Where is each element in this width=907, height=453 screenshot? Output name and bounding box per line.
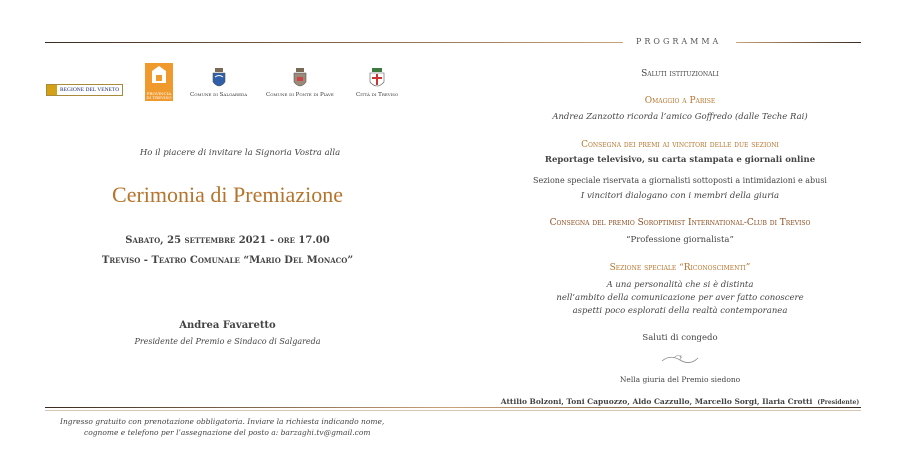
page-title: Cerimonia di Premiazione [112, 182, 343, 207]
logo-comune-salgareda: Comune di Salgareda [190, 68, 247, 98]
salgareda-crest-icon [212, 68, 226, 90]
logo-provincia-treviso: PROVINCIA DI TREVISO [145, 63, 173, 101]
bottom-rule-light [45, 410, 861, 411]
program-saluti: Saluti istituzionali [641, 69, 719, 79]
giuria-role: (Presidente) [817, 399, 860, 406]
program-consegna-title: Consegna dei premi ai vincitori delle due sezioni [581, 140, 779, 150]
signer-role: Presidente del Premio e Sindaco di Salgareda [134, 337, 321, 346]
logo-comune-ponte-di-piave: Comune di Ponte di Piave [266, 68, 334, 98]
program-congedo: Saluti di congedo [642, 333, 718, 343]
ponte-crest-icon [293, 68, 307, 90]
provincia-emblem-icon [145, 63, 173, 91]
program-omaggio-text: Andrea Zanzotto ricorda l’amico Goffredo (dalle Teche Rai) [552, 112, 808, 122]
logo-citta-treviso: Città di Treviso [356, 68, 398, 98]
program-vincitori: I vincitori dialogano con i membri della giuria [580, 191, 780, 201]
event-place: Treviso - Teatro Comunale “Mario Del Monaco” [101, 255, 354, 266]
program-omaggio-title: Omaggio a Parise [644, 96, 716, 106]
giuria-names: Attilio Bolzoni, Toni Capuozzo, Aldo Cazzullo, Marcello Sorgi, Ilaria Crotti [500, 397, 813, 406]
program-soroptimist-title: Consegna del premio Soroptimist International-Club di Treviso [549, 218, 811, 228]
ornament-icon [660, 352, 700, 366]
invite-intro: Ho il piacere di invitare la Signoria Vostra alla [139, 148, 341, 158]
logo-regione-veneto: REGIONE DEL VENETO [46, 84, 123, 96]
program-sezione-speciale: Sezione speciale riservata a giornalisti sottoposti a intimidazioni e abusi [533, 176, 827, 185]
lion-icon [47, 85, 57, 95]
signer-name: Andrea Favaretto [179, 320, 276, 331]
footer-line2: cognome e telefono per l’assegnazione del posto a: barzaghi.tv@gmail.com [84, 428, 371, 437]
top-rule-left [45, 42, 623, 43]
event-date: Sabato, 25 settembre 2021 - ore 17.00 [125, 235, 330, 246]
program-riconoscimenti-line1: A una personalità che si è distinta [606, 280, 754, 290]
bottom-rule-dark [45, 407, 861, 408]
top-rule-right [736, 42, 861, 43]
giuria-names-row [490, 389, 870, 408]
footer-line1: Ingresso gratuito con prenotazione obbligatoria. Inviare la richiesta indicando nome, [60, 417, 385, 426]
program-consegna-text: Reportage televisivo, su carta stampata e giornali online [544, 155, 816, 165]
programma-header: PROGRAMMA [636, 37, 722, 46]
treviso-crest-icon [369, 68, 385, 90]
program-riconoscimenti-line3: aspetti poco esplorati della realtà contemporanea [572, 306, 788, 316]
program-riconoscimenti-title: Sezione speciale “Riconoscimenti” [609, 263, 751, 273]
program-riconoscimenti-line2: nell’ambito della comunicazione per aver fatto conoscere [556, 293, 804, 303]
giuria-intro: Nella giuria del Premio siedono [619, 375, 741, 384]
program-soroptimist-text: “Professione giornalista” [626, 235, 734, 245]
